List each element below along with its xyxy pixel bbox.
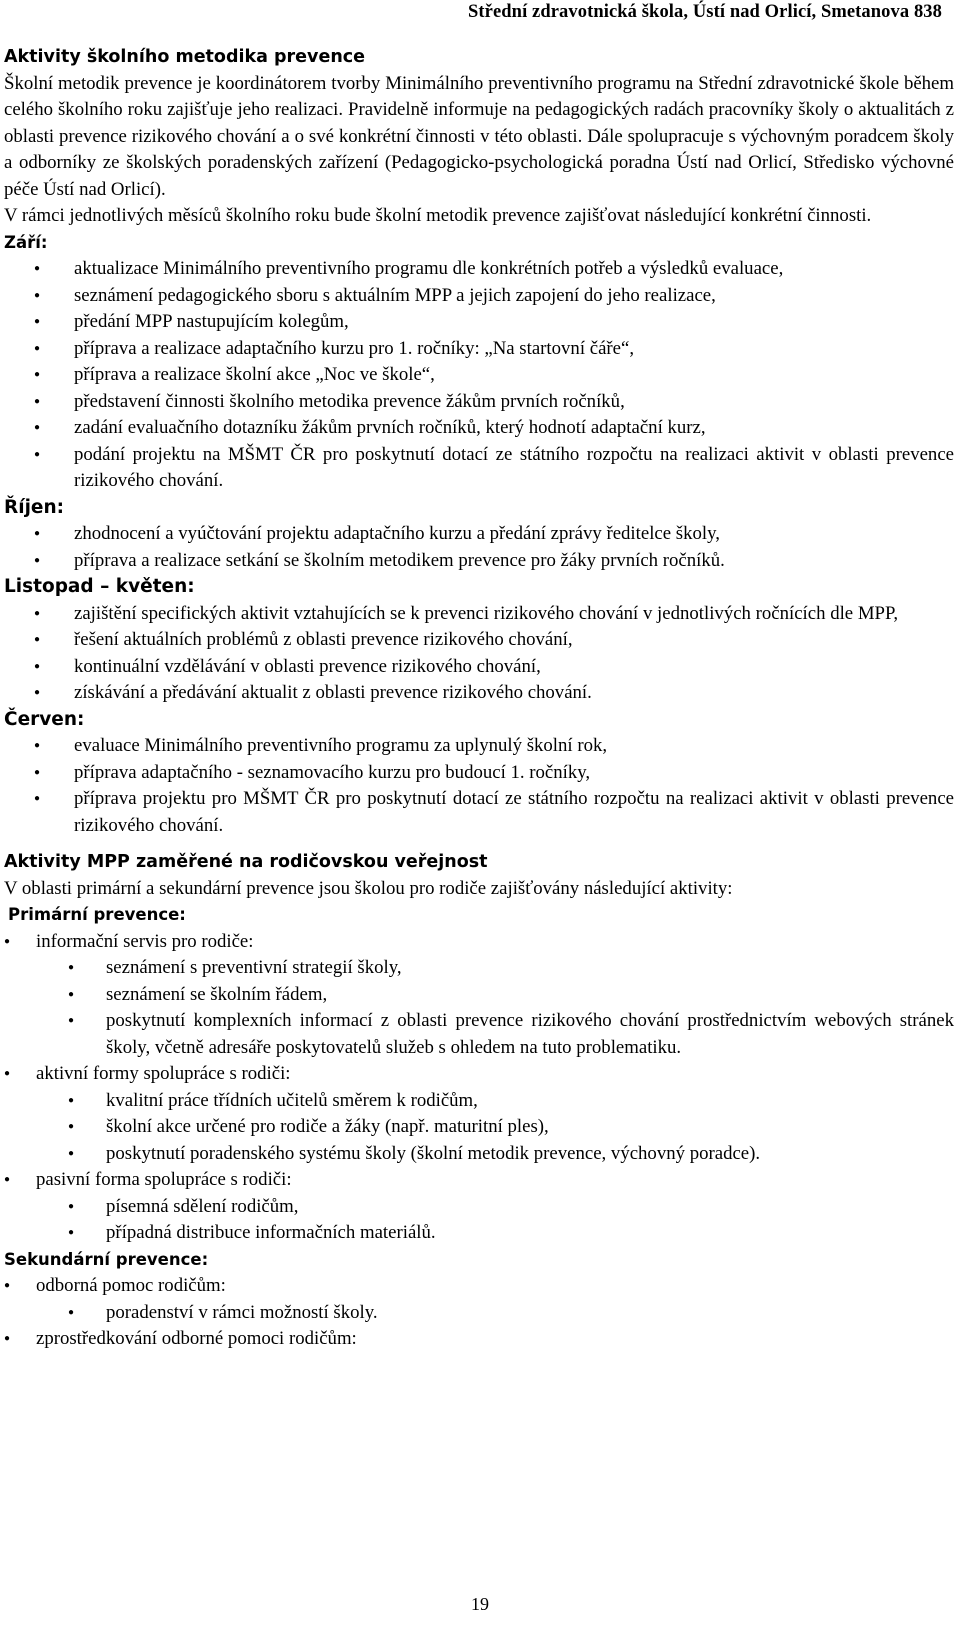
list-item: [4, 1326, 954, 1353]
list-item: ● evaluace Minimálního preventivního programu za uplynulý školní rok,: [4, 733, 954, 760]
list-item: ● příprava a realizace adaptačního kurzu pro 1. ročníky: „Na startovní čáře“,: [4, 336, 954, 363]
month-label-cerven: Červen:: [4, 708, 85, 730]
list-item: ● seznámení pedagogického sboru s aktuálním MPP a jejich zapojení do jeho realizace,: [4, 283, 954, 310]
list-item: ● poskytnutí poradenského systému školy (školní metodik prevence, výchovný poradce).: [68, 1141, 954, 1168]
list-item: ● podání projektu na MŠMT ČR pro poskytnutí dotací ze státního rozpočtu na realizaci aktivit v oblasti prevence rizikového chování.: [4, 442, 954, 495]
list-item: ● aktualizace Minimálního preventivního programu dle konkrétních potřeb a výsledků evaluace,: [4, 256, 954, 283]
group-label: zprostředkování odborné pomoci rodičům:: [36, 1328, 357, 1349]
group-label: aktivní formy spolupráce s rodiči:: [36, 1063, 291, 1084]
month-label-zari: Září:: [4, 232, 48, 252]
group-label: pasivní forma spolupráce s rodiči:: [36, 1169, 292, 1190]
section1-title: Aktivity školního metodika prevence: [4, 47, 366, 67]
section2-title: Aktivity MPP zaměřené na rodičovskou veřejnost: [4, 852, 488, 872]
list-item: ● příprava adaptačního - seznamovacího kurzu pro budoucí 1. ročníky,: [4, 760, 954, 787]
section1-para2: V rámci jednotlivých měsíců školního roku bude školní metodik prevence zajišťovat následující konkrétní činnosti.: [4, 205, 872, 226]
secondary-prevention-label: Sekundární prevence:: [4, 1249, 209, 1269]
month-list-cerven: [4, 733, 954, 839]
list-item: ● poskytnutí komplexních informací z oblasti prevence rizikového chování prostřednictvím webových stránek školy, včetně adresáře poskytovatelů služeb s ohledem na tuto problematiku.: [68, 1008, 954, 1061]
list-item: [4, 1167, 954, 1247]
list-item: ● kvalitní práce třídních učitelů směrem k rodičům,: [68, 1088, 954, 1115]
list-item: ● představení činnosti školního metodika prevence žákům prvních ročníků,: [4, 389, 954, 416]
list-item: ● příprava projektu pro MŠMT ČR pro poskytnutí dotací ze státního rozpočtu na realizaci aktivit v oblasti prevence rizikového chování.: [4, 786, 954, 839]
list-item: ● příprava a realizace setkání se školním metodikem prevence pro žáky prvních ročníků.: [4, 548, 954, 575]
group-label: informační servis pro rodiče:: [36, 930, 254, 952]
list-item: ● kontinuální vzdělávání v oblasti prevence rizikového chování,: [4, 654, 954, 681]
list-item: [4, 929, 954, 1062]
list-item: ● zadání evaluačního dotazníku žákům prvních ročníků, který hodnotí adaptační kurz,: [4, 415, 954, 442]
month-list-rijen: [4, 521, 954, 574]
list-item: ● zajištění specifických aktivit vztahujících se k prevenci rizikového chování v jednotlivých ročnících dle MPP,: [4, 601, 954, 628]
month-label-rijen: Říjen:: [4, 496, 65, 518]
secondary-prevention-list: [4, 1273, 954, 1353]
primary-prevention-label: Primární prevence:: [8, 905, 186, 924]
list-item: [4, 1273, 954, 1326]
list-item: ● řešení aktuálních problémů z oblasti prevence rizikového chování,: [4, 627, 954, 654]
list-item: ● předání MPP nastupujícím kolegům,: [4, 309, 954, 336]
list-item: [4, 1061, 954, 1167]
month-list-listopad-kveten: [4, 601, 954, 707]
page-header: Střední zdravotnická škola, Ústí nad Orlicí, Smetanova 838: [468, 2, 942, 22]
list-item: ● seznámení s preventivní strategií školy,: [68, 955, 954, 982]
month-label-listopad-kveten: Listopad – květen:: [4, 576, 195, 597]
page-number: 19: [471, 1594, 489, 1614]
group-label: odborná pomoc rodičům:: [36, 1275, 226, 1296]
list-item: ● příprava a realizace školní akce „Noc ve škole“,: [4, 362, 954, 389]
list-item: ● získávání a předávání aktualit z oblasti prevence rizikového chování.: [4, 680, 954, 707]
list-item: ● zhodnocení a vyúčtování projektu adaptačního kurzu a předání zprávy ředitelce školy,: [4, 521, 954, 548]
section2-intro: V oblasti primární a sekundární prevence jsou školou pro rodiče zajišťovány následující aktivity:: [4, 877, 733, 899]
list-item: ● školní akce určené pro rodiče a žáky (např. maturitní ples),: [68, 1114, 954, 1141]
list-item: ● písemná sdělení rodičům,: [68, 1194, 954, 1221]
primary-prevention-list: [4, 929, 954, 1247]
list-item: ● seznámení se školním řádem,: [68, 982, 954, 1009]
section1-para1: Školní metodik prevence je koordinátorem tvorby Minimálního preventivního programu na Střední zdravotnické škole během celého školního roku zajišťuje jeho realizaci. Pravidelně informuje na pedagogických radách pracovníky školy o aktualitách z oblasti prevence rizikového chování a o své konkrétní činnosti v této oblasti. Dále spolupracuje s výchovným poradcem školy a odborníky ze školských poradenských zařízení (Pedagogicko-psychologická poradna Ústí nad Orlicí, Středisko výchovné péče Ústí nad Orlicí).: [4, 72, 954, 200]
page-content: [4, 44, 954, 1353]
month-list-zari: [4, 256, 954, 495]
list-item: ● poradenství v rámci možností školy.: [68, 1300, 954, 1327]
list-item: ● případná distribuce informačních materiálů.: [68, 1220, 954, 1247]
